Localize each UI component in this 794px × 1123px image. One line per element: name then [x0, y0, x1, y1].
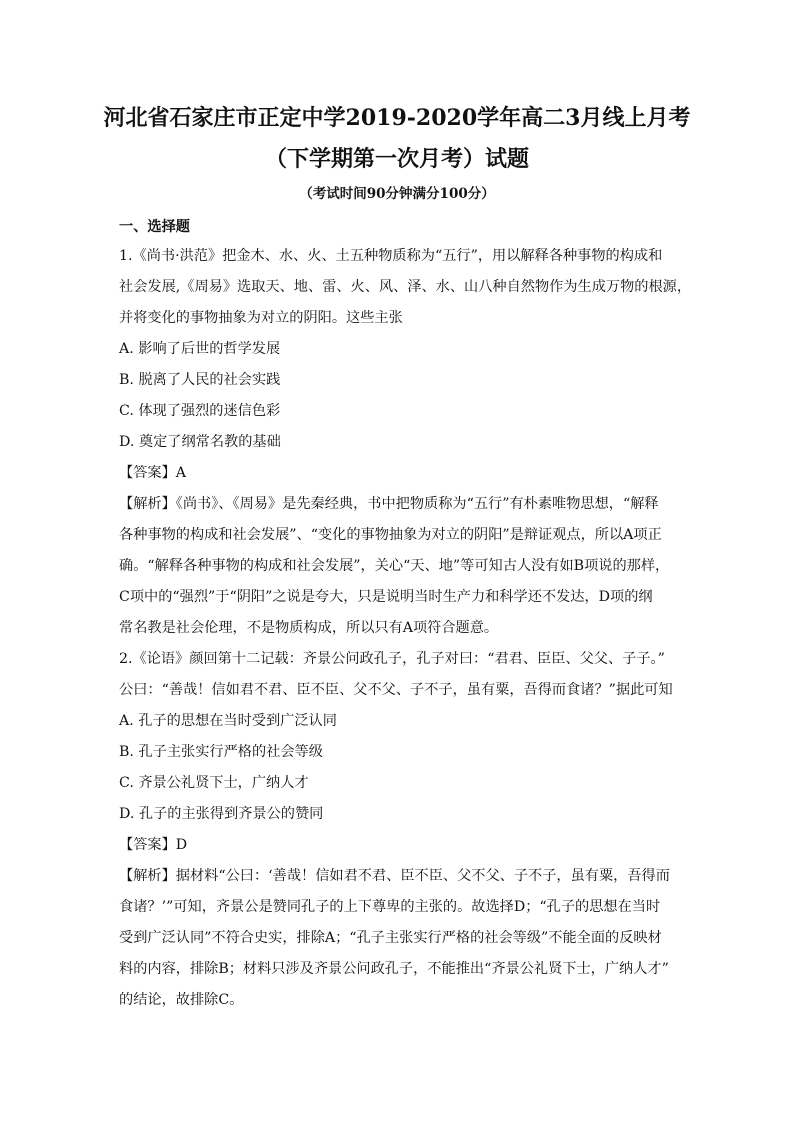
- q1-stem-line: 并将变化的事物抽象为对立的阴阳。这些主张: [119, 310, 403, 326]
- q1-option-b: B. 脱离了人民的社会实践: [119, 372, 281, 388]
- q1-analysis-line: 确。“解释各种事物的构成和社会发展”，关心“天、地”等可知古人没有如B项说的那样，: [119, 558, 670, 574]
- q1-option-a: A. 影响了后世的哲学发展: [119, 341, 281, 357]
- document-title-line1: 河北省石家庄市正定中学2019-2020学年高二3月线上月考: [103, 105, 691, 131]
- q2-option-a: A. 孔子的思想在当时受到广泛认同: [119, 713, 337, 729]
- q1-stem-line: 1.《尚书·洪范》把金木、水、火、土五种物质称为“五行”，用以解释各种事物的构成和: [119, 248, 663, 264]
- q1-analysis-line: 常名教是社会伦理，不是物质构成，所以只有A项符合题意。: [119, 620, 499, 636]
- q2-analysis-line: 料的内容，排除B；材料只涉及齐景公问政孔子，不能推出“齐景公礼贤下士，广纳人才”: [119, 961, 669, 977]
- q2-option-c: C. 齐景公礼贤下士，广纳人才: [119, 775, 309, 791]
- q2-analysis-line: 的结论，故排除C。: [119, 992, 244, 1008]
- q1-analysis-line: C项中的“强烈”于“阴阳”之说是夸大，只是说明当时生产力和科学还不发达，D项的纲: [119, 589, 653, 605]
- q1-stem-line: 社会发展,《周易》选取天、地、雷、火、风、泽、水、山八种自然物作为生成万物的根源，: [119, 279, 692, 295]
- q1-option-c: C. 体现了强烈的迷信色彩: [119, 403, 281, 419]
- q1-option-d: D. 奠定了纲常名教的基础: [119, 434, 281, 450]
- q2-analysis-line: 【解析】据材料“公曰：‘善哉！信如君不君、臣不臣、父不父、子不子，虽有粟，吾得而: [119, 868, 670, 884]
- document-title-line2: （下学期第一次月考）试题: [264, 146, 529, 172]
- exam-time-note: （考试时间90分钟满分100分）: [299, 186, 495, 202]
- q2-stem-line: 2.《论语》颜回第十二记载：齐景公问政孔子，孔子对曰：“君君、臣臣、父父、子子。”: [119, 651, 665, 667]
- q2-answer: 【答案】D: [119, 837, 188, 853]
- q1-answer: 【答案】A: [119, 465, 186, 481]
- q2-option-d: D. 孔子的主张得到齐景公的赞同: [119, 806, 324, 822]
- q1-analysis-line: 【解析】《尚书》、《周易》是先秦经典，书中把物质称为“五行”有朴素唯物思想，“解释: [119, 496, 659, 512]
- q2-analysis-line: 受到广泛认同”不符合史实，排除A；“孔子主张实行严格的社会等级”不能全面的反映材: [119, 930, 662, 946]
- q2-analysis-line: 食诸？’”可知，齐景公是赞同孔子的上下尊卑的主张的。故选择D；“孔子的思想在当时: [119, 899, 661, 915]
- q2-stem-line: 公曰：“善哉！信如君不君、臣不臣、父不父、子不子，虽有粟，吾得而食诸？”据此可知: [119, 682, 673, 698]
- q2-option-b: B. 孔子主张实行严格的社会等级: [119, 744, 323, 760]
- q1-analysis-line: 各种事物的构成和社会发展”、“变化的事物抽象为对立的阴阳”是辩证观点，所以A项正: [119, 527, 662, 543]
- section-heading: 一、选择题: [119, 219, 190, 235]
